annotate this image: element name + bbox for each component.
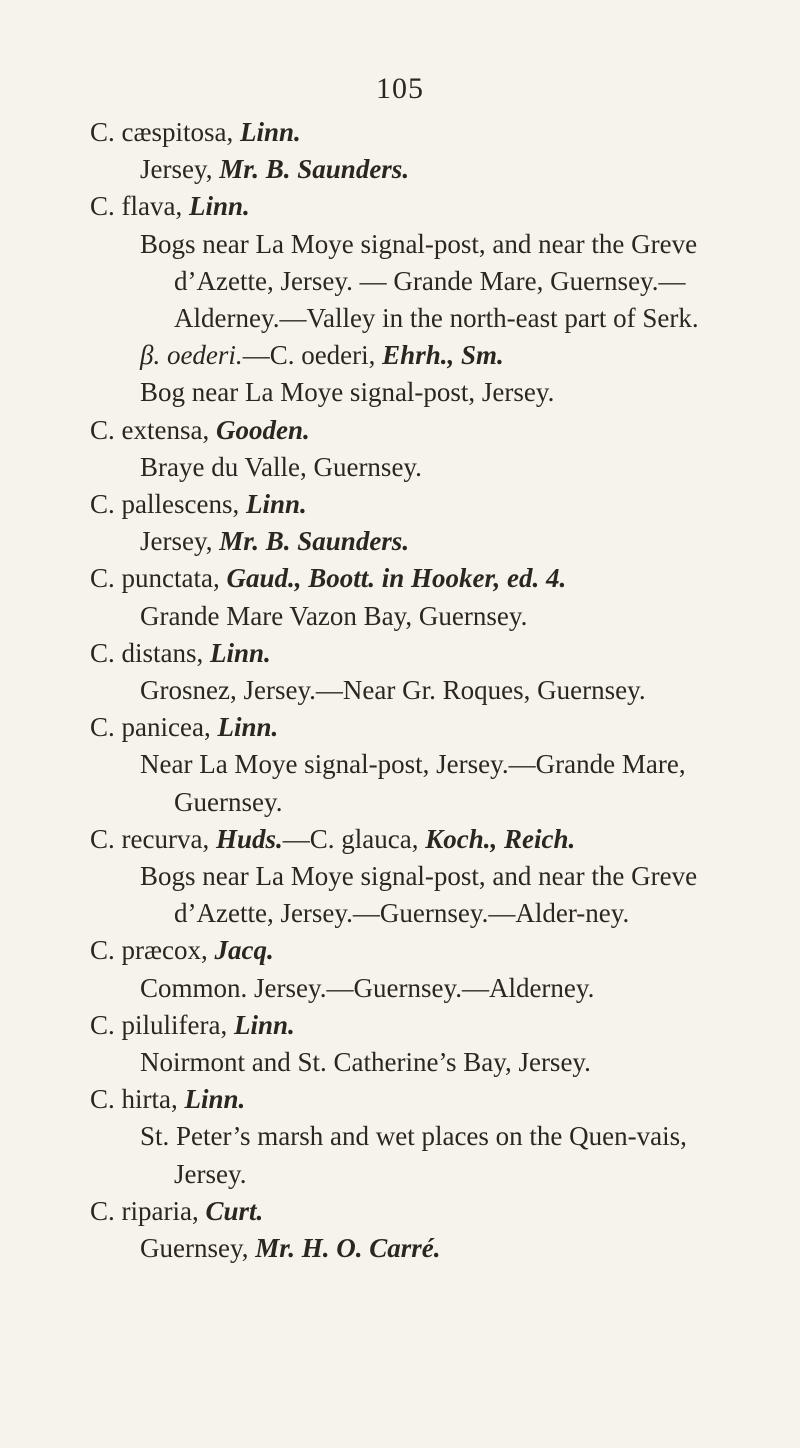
- species-heading: [90, 412, 730, 449]
- species-name: pilulifera,: [121, 1009, 228, 1040]
- locality-text: Jersey,: [140, 526, 220, 557]
- species-name: recurva,: [121, 823, 210, 854]
- genus-abbr: C.: [90, 1009, 115, 1040]
- locality: [90, 151, 730, 188]
- locality: [90, 523, 730, 560]
- locality-text: Jersey,: [140, 154, 220, 185]
- collector-name: Mr. B. Saunders.: [219, 154, 410, 185]
- locality-text: Guernsey,: [140, 1233, 256, 1264]
- species-author: Huds.: [215, 823, 283, 854]
- species-name: hirta,: [121, 1084, 178, 1115]
- locality: [90, 672, 730, 709]
- locality: [90, 598, 730, 635]
- species-synonym: —C. glauca,: [282, 823, 419, 854]
- species-author: Linn.: [188, 191, 250, 222]
- species-entry: [90, 114, 730, 188]
- variety-heading: [90, 337, 730, 374]
- locality-text: Noirmont and St. Catherine’s Bay, Jersey.: [140, 1047, 591, 1078]
- species-heading: [90, 188, 730, 225]
- species-entry: [90, 1007, 730, 1081]
- page-number: 105: [376, 72, 424, 105]
- species-entry: [90, 486, 730, 560]
- locality-text: Bogs near La Moye signal-post, and near the Greve d’Azette, Jersey.—Guernsey.—Alder-ney.: [140, 861, 698, 929]
- genus-abbr: C.: [90, 1195, 115, 1226]
- species-heading: [90, 560, 730, 597]
- species-heading: [90, 821, 730, 858]
- collector-name: Mr. H. O. Carré.: [255, 1233, 441, 1264]
- locality: [90, 449, 730, 486]
- species-list: [90, 114, 730, 1267]
- species-author: Curt.: [205, 1195, 264, 1226]
- species-author: Linn.: [210, 637, 271, 668]
- collector-name: Mr. B. Saunders.: [219, 526, 410, 557]
- species-heading: [90, 635, 730, 672]
- variety-authors: Ehrh., Sm.: [382, 340, 504, 371]
- species-entry: [90, 1193, 730, 1267]
- synonym-authors: Koch., Reich.: [425, 823, 576, 854]
- species-author: Linn.: [245, 489, 307, 520]
- locality-text: St. Peter’s marsh and wet places on the Quen-vais, Jersey.: [140, 1121, 687, 1189]
- species-name: riparia,: [121, 1195, 199, 1226]
- species-author: Linn.: [233, 1009, 295, 1040]
- genus-abbr: C.: [90, 489, 115, 520]
- species-author: Linn.: [184, 1084, 246, 1115]
- locality: [90, 970, 730, 1007]
- genus-abbr: C.: [90, 563, 115, 594]
- species-name: panicea,: [121, 712, 211, 743]
- species-name: flava,: [121, 191, 183, 222]
- locality-text: Common. Jersey.—Guernsey.—Alderney.: [140, 972, 595, 1003]
- locality: [90, 746, 730, 820]
- species-heading: [90, 486, 730, 523]
- species-entry: [90, 560, 730, 634]
- species-name: extensa,: [121, 414, 210, 445]
- species-heading: [90, 1193, 730, 1230]
- species-heading: [90, 114, 730, 151]
- species-heading: [90, 932, 730, 969]
- species-heading: [90, 709, 730, 746]
- genus-abbr: C.: [90, 935, 115, 966]
- species-name: distans,: [121, 637, 204, 668]
- species-entry: [90, 188, 730, 411]
- locality-text: Grosnez, Jersey.—Near Gr. Roques, Guernsey.: [140, 675, 646, 706]
- species-name: cæspitosa,: [121, 117, 234, 147]
- locality: [90, 1044, 730, 1081]
- locality: [90, 1118, 730, 1192]
- genus-abbr: C.: [90, 712, 115, 743]
- locality: [90, 858, 730, 932]
- genus-abbr: C.: [90, 823, 115, 854]
- genus-abbr: C.: [90, 637, 115, 668]
- variety-locality: Bog near La Moye signal-post, Jersey.: [140, 377, 555, 408]
- species-name: pallescens,: [121, 489, 240, 520]
- species-entry: [90, 709, 730, 821]
- locality: [90, 226, 730, 338]
- locality-text: Braye du Valle, Guernsey.: [140, 451, 422, 482]
- species-name: præcox,: [121, 935, 208, 966]
- genus-abbr: C.: [90, 1084, 115, 1115]
- species-entry: [90, 821, 730, 933]
- species-heading: [90, 1007, 730, 1044]
- species-name: punctata,: [121, 563, 220, 594]
- species-heading: [90, 1081, 730, 1118]
- locality-text: Bogs near La Moye signal-post, and near the Greve d’Azette, Jersey. — Grande Mare, Guernsey.—Alderney.—Valley in the north-east part of Serk.: [140, 228, 699, 334]
- species-entry: [90, 932, 730, 1006]
- variety-synonym: —C. oederi,: [242, 340, 376, 371]
- species-author: Linn.: [217, 712, 279, 743]
- species-entry: [90, 412, 730, 486]
- species-author: Gaud., Boott. in Hooker, ed. 4.: [226, 563, 567, 594]
- species-author: Linn.: [240, 117, 301, 147]
- locality: [90, 1230, 730, 1267]
- species-author: Gooden.: [215, 414, 310, 445]
- genus-abbr: C.: [90, 191, 115, 222]
- locality-text: Grande Mare Vazon Bay, Guernsey.: [140, 600, 528, 631]
- species-entry: [90, 1081, 730, 1193]
- genus-abbr: C.: [90, 117, 115, 147]
- species-entry: [90, 635, 730, 709]
- variety-label: β. oederi.: [140, 340, 243, 371]
- species-author: Jacq.: [214, 935, 274, 966]
- genus-abbr: C.: [90, 414, 115, 445]
- locality-text: Near La Moye signal-post, Jersey.—Grande Mare, Guernsey.: [140, 749, 686, 817]
